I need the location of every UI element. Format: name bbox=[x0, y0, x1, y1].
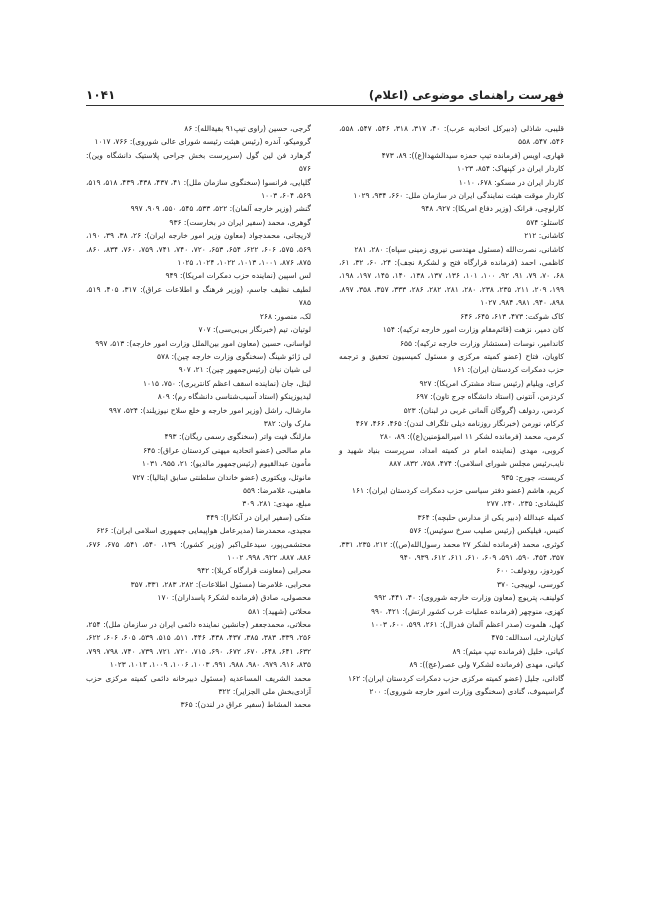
index-entry: گادانی، جلیل (عضو کمیته مرکزی حزب دمکرات کردستان ایران): ۱۶۲ bbox=[348, 673, 564, 683]
index-entry: کرمی، محمد (فرمانده لشکر ۱۱ امیرالمؤمنین(ع)): ۸۹، ۲۸۰ bbox=[379, 432, 564, 442]
index-entry: لیدیوزینکو (استاد آسیب‌شناسی دانشگاه رم): ۸۰۹ bbox=[157, 392, 311, 402]
index-entry: محتشمی‌پور، سیدعلی‌اکبر (وزیر کشور): ۱۳۹، ۵۴۰، ۵۴۱، ۶۷۵، ۶۷۶، ۸۸۶، ۸۸۷، ۹۲۲، ۹۹۸، ۱۰۰۲ bbox=[86, 539, 311, 562]
index-entry: کاردار ایران در مسکو: ۶۷۸، ۱۰۱۰ bbox=[458, 177, 564, 187]
index-entry: کورسی، لوییجی: ۳۷۰ bbox=[496, 579, 564, 589]
index-entry: مام صالحی (عضو اتحادیه میهنی کردستان عراق): ۶۴۵ bbox=[143, 445, 311, 455]
index-entry: کاشانی: ۲۱۲ bbox=[524, 231, 564, 241]
index-entry: محرابی (معاونت قرارگاه کربلا): ۹۴۲ bbox=[197, 566, 311, 576]
index-entry: کاویان، فتاح (عضو کمیته مرکزی و مسئول کمیسیون تحقیق و ترجمه حزب دمکرات کردستان ایران): ۱۶۱ bbox=[339, 351, 564, 375]
page-number: ۱۰۴۱ bbox=[86, 88, 116, 102]
index-entry: مارک وان: ۳۸۲ bbox=[263, 418, 311, 428]
page-header bbox=[86, 82, 564, 106]
index-entry: کهزی، منوچهر (فرمانده عملیات غرب کشور ارتش): ۴۲۱، ۹۹۰ bbox=[370, 606, 564, 616]
index-entry: لطیف نظیف جاسم، (وزیر فرهنگ و اطلاعات عراق): ۳۱۷، ۴۰۵، ۵۱۹، ۷۸۵ bbox=[86, 284, 311, 308]
index-entry: کارلوچی، فرانک (وزیر دفاع امریکا): ۹۲۷، ۹۴۸ bbox=[421, 204, 564, 214]
index-entry: لیتل، جان (نماینده اسقف اعظم کانتربری): ۷۵۰، ۱۰۱۵ bbox=[142, 378, 311, 388]
index-entry: کاک شوکت: ۴۷۳، ۶۱۳، ۶۴۵، ۶۴۶ bbox=[460, 311, 564, 321]
index-entry: لی ژائو شینگ (سخنگوی وزارت خارجه چین): ۵۷۸ bbox=[157, 351, 311, 361]
index-entry: کرکام، نورمن (خبرنگار روزنامه دیلی تلگراف لندن): ۴۶۵، ۴۶۶، ۴۶۷ bbox=[355, 418, 564, 428]
index-entry: گنشر (وزیر خارجه آلمان): ۵۲۲، ۵۳۳، ۵۴۵، ۵۵۰، ۹۰۹، ۹۹۷ bbox=[130, 204, 311, 214]
index-entry: کردزمن، آنتونی (استاد دانشگاه جرج تاون): ۶۹۷ bbox=[415, 392, 564, 402]
index-entry: لک، منصور: ۲۶۸ bbox=[259, 311, 311, 321]
index-entry: کریست، جورج: ۹۳۵ bbox=[501, 472, 564, 482]
index-entry: محصولی، صادق (فرمانده لشکر۶ پاسداران): ۱۷۰ bbox=[157, 593, 311, 603]
index-entry: کاظمی، احمد (فرمانده قرارگاه فتح و لشکر۸ نجف): ۲۴، ۶۰، ۳۲، ۶۱، ۶۸، ۷۰، ۷۹، ۹۱، ۹۲، ۱۰۰، ۱۰۱، ۱۳۶، ۱۳۷، ۱۳۸، ۱۴۰، ۱۴۵، ۱۹۷، ۱۹۸، ۱۹۹، ۲۰۹، ۲۱۱، ۲۳۵، ۲۳۸، ۲۸۰، ۲۸۱، ۲۸۲، ۲۸۶، ۳۳۳، ۳۵۷، ۳۵۸، ۸۹۷، ۸۹۸، ۹۴۰، ۹۸۱، ۹۸۴، ۱۰۲۷ bbox=[339, 258, 565, 308]
index-entry: کریم، هاشم (عضو دفتر سیاسی حزب دمکرات کردستان ایران): ۱۶۱ bbox=[351, 485, 564, 495]
index-entry: مانوئل، ویکتوری (عضو خاندان سلطنتی سابق ایتالیا): ۷۲۷ bbox=[132, 472, 311, 482]
index-entry: کلیشادی: ۲۳۵، ۲۴۰، ۲۷۷ bbox=[486, 499, 564, 509]
index-entry: مأمون عبدالقیوم (رئیس‌جمهور مالدیو): ۲۱، ۹۵۵، ۱۰۳۱ bbox=[141, 459, 311, 469]
index-entry: کوثری، محمد (فرمانده لشکر ۲۷ محمد رسول‌الله(ص)): ۲۱۲، ۲۳۵، ۳۳۱، ۳۵۷، ۴۵۴، ۵۹۰، ۵۹۱، ۶۰۹، ۶۱۰، ۶۱۱، ۶۱۲، ۹۳۹، ۹۴۰ bbox=[339, 539, 564, 562]
index-entry: ماهینی، غلامرضا: ۵۵۹ bbox=[242, 485, 311, 495]
index-entry: گراسیموف، گنادی (سخنگوی وزارت امور خارجه شوروی): ۲۰۰ bbox=[369, 687, 564, 697]
index-entry: محمد المشاط (سفیر عراق در لندن): ۳۶۵ bbox=[180, 700, 311, 710]
index-entry: لاریجانی، محمدجواد (معاون وزیر امور خارجه ایران): ۲۶، ۳۸، ۳۹، ۱۹۰، ۵۶۹، ۵۷۵، ۶۰۶، ۶۲۲، ۶۵۴، ۶۵۳، ۷۲۰، ۷۴۰، ۷۴۱، ۷۵۹، ۷۶۰، ۸۳۴، ۸۶۰، ۸۷۵، ۸۷۶، ۱۰۰۱، ۱۰۱۳، ۱۰۲۲، ۱۰۲۴، ۱۰۲۵ bbox=[86, 231, 312, 268]
index-entry: کولینف، پتریوچ (معاون وزارت خارجه شوروی): ۴۰، ۴۴۱، ۹۹۲ bbox=[374, 593, 564, 603]
index-entry: گرومیکو، آندره (رئیس هیئت رئیسه شورای عالی شوروی): ۷۶۶، ۱۰۱۷ bbox=[94, 137, 311, 147]
index-entry: کیان‌ارثی، اسدالله: ۴۷۵ bbox=[491, 633, 564, 643]
index-entry: کنیس، فیلیکس (رئیس صلیب سرخ سوئیس): ۵۷۶ bbox=[409, 526, 564, 536]
index-entry: کاشانی، نصرت‌الله (مسئول مهندسی نیروی زمینی سپاه): ۲۸۰، ۲۸۱ bbox=[354, 244, 564, 254]
index-entry: قهاری، اویس (فرمانده تیپ حمزه سیدالشهدا(ع)): ۸۹، ۴۷۳ bbox=[381, 150, 564, 160]
index-entry: متکی (سفیر ایران در آنکارا): ۴۴۹ bbox=[206, 512, 311, 522]
index-entry: محمد الشریف المساعدیه (مسئول دبیرخانه دائمی کمیته مرکزی حزب آزادی‌بخش ملی الجزایر): ۳۲۲ bbox=[86, 673, 311, 697]
index-entry: کرای، ویلیام (رئیس ستاد مشترک امریکا): ۹۲۷ bbox=[419, 378, 564, 388]
index-entry: مارشال، راشل (وزیر امور خارجه و خلع سلاح نیوزیلند): ۵۲۴، ۹۹۷ bbox=[108, 405, 311, 415]
index-entry: کاردار موقت هیئت نمایندگی ایران در سازمان ملل: ۶۶۰، ۹۳۴، ۱۰۲۹ bbox=[353, 191, 564, 201]
index-entry: کیانی، خلیل (فرمانده تیپ میثم): ۸۹ bbox=[452, 646, 564, 656]
index-entry: محلاتی (شهید): ۵۸۱ bbox=[248, 606, 311, 616]
index-entry: گرهارد فن لین گول (سرپرست بخش جراحی پلاستیک دانشگاه وین): ۵۷۶ bbox=[86, 150, 311, 174]
index-entry: لواسانی، حسین (معاون امور بین‌الملل وزارت امور خارجه): ۵۱۳، ۹۹۷ bbox=[95, 338, 311, 348]
index-entry: کاستلو: ۵۷۴ bbox=[526, 217, 564, 227]
index-entry: گلیایی، فرانسوا (سخنگوی سازمان ملل): ۴۱، ۴۳۷، ۴۳۸، ۴۳۹، ۵۱۸، ۵۱۹، ۵۶۹، ۶۰۴، ۱۰۰۳ bbox=[86, 177, 311, 201]
index-entry: محلاتی، محمدجعفر (جانشین نماینده دائمی ایران در سازمان ملل): ۲۵۴، ۲۵۶، ۳۳۹، ۳۸۳، ۳۸۵، ۴۳۷، ۴۳۸، ۴۴۶، ۵۱۱، ۵۱۵، ۵۳۹، ۶۰۵، ۶۰۶، ۶۲۲، ۶۳۲، ۶۴۱، ۶۴۸، ۶۷۰، ۶۷۲، ۶۹۰، ۷۱۵، ۷۲۰، ۷۲۱، ۷۳۹، ۷۴۰، ۷۹۸، ۷۹۹، ۸۳۵، ۹۱۶، ۹۷۹، ۹۸۰، ۹۸۸، ۹۹۱، ۱۰۰۳، ۱۰۰۶، ۱۰۰۹، ۱۰۱۳، ۱۰۲۳ bbox=[86, 620, 312, 670]
index-entry: کهل، هلموت (صدر اعظم آلمان فدرال): ۲۶۱، ۵۹۹، ۶۰۰، ۱۰۰۳ bbox=[370, 620, 564, 630]
index-entry: گرجی، حسین (راوی تیپ۹۱ بقیةالله): ۸۶ bbox=[184, 124, 311, 133]
running-title: فهرست راهنمای موضوعی (اعلام) bbox=[368, 88, 564, 102]
index-entry: کان دمیر، نزهت (قائم‌مقام وزارت امور خارجه ترکیه): ۱۵۴ bbox=[382, 325, 564, 335]
index-entry: لس اسپین (نماینده حزب دمکرات امریکا): ۹۴۹ bbox=[165, 271, 311, 281]
index-entry: کردس، ردولف (گروگان آلمانی غربی در لبنان): ۵۲۳ bbox=[403, 405, 564, 415]
index-entry: قلیبی، شاذلی (دبیرکل اتحادیه عرب): ۴۰، ۳۱۷، ۳۱۸، ۵۴۶، ۵۴۷، ۵۵۸، ۵۴۶، ۵۴۷، ۵۵۸ bbox=[339, 124, 565, 147]
index-entry: کمیله عبدالله (دبیر یکی از مدارس حلبچه): ۳۶۴ bbox=[417, 512, 564, 522]
index-entry: مجیدی، محمدرضا (مدیرعامل هواپیمایی جمهوری اسلامی ایران): ۶۲۶ bbox=[96, 526, 311, 536]
index-entry: لی شیان نیان (رئیس‌جمهور چین): ۲۱، ۹۰۷ bbox=[178, 365, 311, 375]
index-entry: مبلغ، مهدی: ۲۸۱، ۳۰۹ bbox=[242, 499, 311, 509]
index-entry: مارلنگ فیت واتر (سخنگوی رسمی ریگان): ۴۹۳ bbox=[164, 432, 311, 442]
index-entry: لوتیان، تیم (خبرنگار بی‌بی‌سی): ۷۰۷ bbox=[198, 325, 311, 335]
index-entry: کوردوز، رودولف: ۶۰۰ bbox=[496, 566, 564, 576]
index-column-left bbox=[86, 122, 311, 712]
index-entry: کاندامیر، نوسات (مستشار وزارت خارجه ترکیه): ۶۵۵ bbox=[399, 338, 564, 348]
index-column-right bbox=[339, 122, 564, 698]
index-entry: کاردار ایران در کپنهاک: ۸۵۴، ۱۰۲۳ bbox=[456, 164, 564, 174]
index-entry: گوهری، محمد (سفیر ایران در بخارست): ۹۳۶ bbox=[169, 217, 311, 227]
index-entry: کیانی، مهدی (فرمانده لشکر۷ ولی عصر(عج)): ۸۹ bbox=[409, 660, 564, 670]
index-entry: محرابی، غلامرضا (مسئول اطلاعات): ۲۸۲، ۲۸۳، ۳۳۱، ۳۵۷ bbox=[130, 579, 311, 589]
index-entry: کروبی، مهدی (نماینده امام در کمیته امداد، سرپرست بنیاد شهید و نایب‌رئیس مجلس شورای اسلامی): ۴۷۴، ۷۵۸، ۸۳۲، ۸۸۷ bbox=[339, 445, 564, 469]
